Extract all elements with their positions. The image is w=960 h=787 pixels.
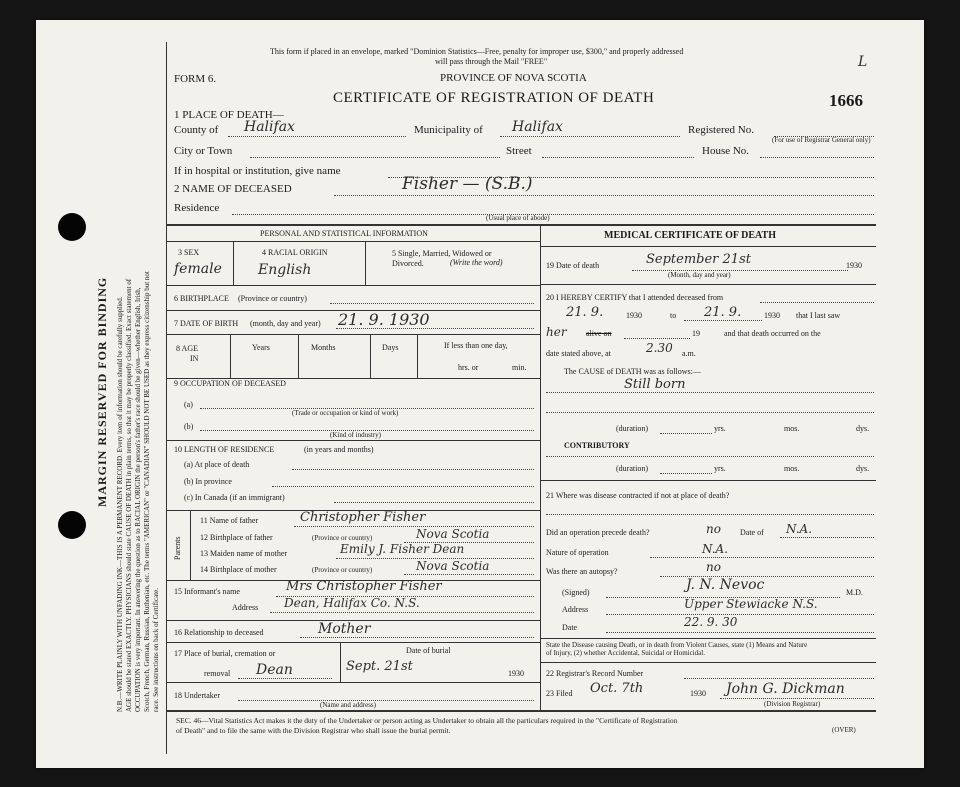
cause-yrs: yrs. (714, 424, 726, 433)
division-registrar-note: (Division Registrar) (764, 700, 821, 708)
residence-line (232, 214, 874, 215)
relationship-label: 16 Relationship to deceased (174, 628, 264, 637)
municipality-label: Municipality of (414, 124, 483, 136)
municipality-value: Halifax (512, 119, 563, 135)
operation-value: no (706, 522, 721, 536)
informant-address-value: Dean, Halifax Co. N.S. (284, 596, 420, 610)
father-name-line (294, 526, 534, 527)
race-divider (365, 241, 366, 285)
house-number-label: House No. (702, 145, 750, 157)
page-title: CERTIFICATE OF REGISTRATION OF DEATH (333, 90, 655, 106)
registrar-number-label: 22 Registrar's Record Number (546, 669, 644, 678)
contributory-yrs: yrs. (714, 464, 726, 473)
margin-instruction-line: N.B.—WRITE PLAINLY WITH UNFADING INK—THIS IS A PERMANENT RECORD. Every item of information should be carefully supplied. (116, 296, 124, 712)
form-left-border (166, 42, 167, 754)
abode-note: (Usual place of abode) (486, 214, 550, 222)
attended-to-year: 1930 (764, 311, 780, 320)
age-divider (417, 334, 418, 378)
corner-mark: L (858, 54, 868, 70)
residence-length-label: 10 LENGTH OF RESIDENCE (174, 445, 275, 454)
burial-divider (340, 642, 341, 682)
cause-duration: (duration) (616, 424, 648, 433)
racial-origin-value: English (258, 262, 312, 278)
residence-b-line (272, 486, 534, 487)
attended-from-year: 1930 (626, 311, 642, 320)
attended-to-line (684, 320, 762, 321)
city-label: City or Town (174, 145, 233, 157)
death-occurred-label: and that death occurred on the (724, 329, 821, 338)
margin-instruction-line: race. See instructions on back of Certificate. (152, 587, 160, 712)
violent-causes-note: State the Disease causing Death, or in death from Violent Causes, state (1) Means and Nature (546, 641, 808, 649)
violent-causes-note-2: of Injury, (2) whether Accidental, Suicidal or Homicidal. (546, 649, 705, 657)
margin-instruction-line: AGE should be stated EXACTLY. PHYSICIANS should state CAUSE OF DEATH in plain terms, so that it may be properly classified. Exact statement of (125, 278, 133, 712)
father-birthplace-value: Nova Scotia (416, 527, 490, 541)
alive-on-line (624, 338, 690, 339)
county-value: Halifax (244, 119, 295, 135)
death-date-label: 19 Date of death (546, 261, 600, 270)
alive-on-struck: alive on (586, 329, 612, 338)
margin-instruction-line: Scotch, French, German, Russian, Ruthenian, etc. The terms "AMERICAN" or "CANADIAN" SHOULD NOT BE USED as they express citizenship but not (143, 271, 151, 712)
residence-label: Residence (174, 202, 220, 214)
informant-address-line (270, 612, 534, 613)
province-title: PROVINCE OF NOVA SCOTIA (440, 72, 587, 84)
burial-place-value: Dean (256, 662, 293, 678)
street-line (542, 157, 694, 158)
contributory-duration: (duration) (616, 464, 648, 473)
operation-date-value: N.A. (786, 522, 813, 536)
sex-divider (233, 241, 234, 285)
registrar-signature-line (720, 698, 874, 699)
signed-label: (Signed) (562, 588, 590, 597)
age-months-label: Months (311, 343, 336, 352)
undertaker-note: (Name and address) (320, 701, 376, 709)
punch-hole-bottom (58, 511, 86, 539)
contributory-line (546, 456, 874, 457)
row-rule (166, 440, 540, 441)
burial-date-label: Date of burial (406, 646, 451, 655)
parents-divider (190, 510, 191, 580)
informant-value: Mrs Christopher Fisher (286, 579, 442, 594)
father-birthplace-label: 12 Birthplace of father (200, 533, 273, 542)
physician-address-line (606, 614, 874, 615)
binding-margin-label: MARGIN RESERVED FOR BINDING (95, 276, 109, 507)
signed-date-label: Date (562, 623, 578, 632)
parents-label: Parents (173, 536, 182, 560)
table-bottom-rule (166, 710, 876, 712)
mother-birthplace-line (404, 574, 534, 575)
mother-birthplace-label: 14 Birthplace of mother (200, 565, 277, 574)
birthplace-label: 6 BIRTHPLACE (174, 294, 229, 303)
sex-label: 3 SEX (178, 248, 200, 257)
certify-line-1 (760, 302, 874, 303)
residence-c: (c) In Canada (if an immigrant) (184, 493, 285, 502)
age-less-than-day: If less than one day, (444, 341, 508, 350)
occupation-label: 9 OCCUPATION OF DECEASED (174, 379, 286, 388)
medical-heading: MEDICAL CERTIFICATE OF DEATH (604, 230, 776, 241)
municipality-line (500, 136, 680, 137)
row-rule (540, 662, 876, 663)
age-label-in: IN (190, 354, 199, 363)
undertaker-line (238, 700, 534, 701)
cause-line-2 (546, 412, 874, 413)
death-time-value: 2.30 (646, 341, 673, 355)
contributory-duration-line (660, 473, 712, 474)
age-min-label: min. (512, 363, 527, 372)
county-label: County of (174, 124, 219, 136)
row-rule (166, 285, 540, 286)
certify-line: 20 I HEREBY CERTIFY that I attended deceased from (546, 293, 724, 302)
age-divider (370, 334, 371, 378)
father-name-label: 11 Name of father (200, 516, 259, 525)
dob-note: (month, day and year) (250, 319, 321, 328)
punch-hole-top (58, 213, 86, 241)
autopsy-label: Was there an autopsy? (546, 567, 618, 576)
filed-label: 23 Filed (546, 689, 573, 698)
residence-a: (a) At place of death (184, 460, 250, 469)
registrar-signature: John G. Dickman (726, 681, 845, 697)
registered-number-label: Registered No. (688, 124, 754, 136)
burial-place-label-2: removal (204, 669, 231, 678)
cause-duration-line (660, 433, 712, 434)
operation-date-label: Date of (740, 528, 764, 537)
death-date-line (632, 270, 848, 271)
father-name-value: Christopher Fisher (300, 510, 426, 525)
footer-note: SEC. 46—Vital Statistics Act makes it the duty of the Undertaker or person acting as Undertaker to obtain all the particulars required in the "Certificate of Registration (176, 716, 678, 725)
alive-on-year: 19 (692, 329, 700, 338)
residence-length-note: (in years and months) (304, 445, 374, 454)
medical-heading-rule (540, 246, 876, 247)
nature-line (650, 557, 874, 558)
age-divider (230, 334, 231, 378)
burial-place-line (238, 678, 332, 679)
occupation-a: (a) (184, 400, 193, 409)
racial-origin-label: 4 RACIAL ORIGIN (262, 248, 328, 257)
age-hours-label: hrs. or (458, 363, 479, 372)
cause-mos: mos. (784, 424, 800, 433)
cause-dys: dys. (856, 424, 870, 433)
relationship-value: Mother (318, 621, 371, 637)
burial-place-label: 17 Place of burial, cremation or (174, 649, 276, 658)
age-days-label: Days (382, 343, 399, 352)
envelope-note: This form if placed in an envelope, marked "Dominion Statistics—Free, penalty for improper use, $300," and properly addressed (270, 47, 684, 56)
age-years-label: Years (252, 343, 270, 352)
undertaker-label: 18 Undertaker (174, 691, 220, 700)
row-rule (166, 682, 540, 683)
relationship-line (300, 637, 534, 638)
sex-value: female (174, 261, 222, 277)
hospital-label: If in hospital or institution, give name (174, 165, 341, 177)
death-time-meridian: a.m. (682, 349, 696, 358)
mother-name-label: 13 Maiden name of mother (200, 549, 288, 558)
place-of-death-heading: 1 PLACE OF DEATH— (174, 109, 284, 121)
dob-value: 21. 9. 1930 (338, 310, 430, 329)
attended-to-label: to (670, 311, 677, 320)
personal-heading: PERSONAL AND STATISTICAL INFORMATION (260, 229, 428, 238)
contracted-line (546, 514, 874, 515)
occupation-b-note: (Kind of industry) (330, 431, 381, 439)
birthplace-line (330, 303, 534, 304)
dob-label: 7 DATE OF BIRTH (174, 319, 239, 328)
death-date-year: 1930 (846, 261, 862, 270)
row-rule (166, 334, 540, 335)
margin-instruction-line: OCCUPATION is very important. In answering the question as to RACIAL ORIGIN the person's father's race should be given—whether English, Irish, (134, 287, 142, 712)
last-saw-label: that I last saw (796, 311, 841, 320)
marital-status-note: (Write the word) (450, 258, 503, 267)
cause-label: The CAUSE of DEATH was as follows:— (564, 367, 701, 376)
physician-address-label: Address (562, 605, 589, 614)
occupation-b: (b) (184, 422, 194, 431)
death-date-note: (Month, day and year) (668, 271, 731, 279)
contracted-label: 21 Where was disease contracted if not at place of death? (546, 491, 730, 500)
filed-date-value: Oct. 7th (590, 681, 644, 696)
attended-from-date: 21. 9. (566, 305, 604, 320)
house-number-line (760, 157, 874, 158)
table-top-rule (166, 224, 876, 226)
city-line (250, 157, 500, 158)
age-divider (298, 334, 299, 378)
row-rule (540, 638, 876, 639)
date-stated-label: date stated above, at (546, 349, 611, 358)
row-rule (540, 480, 876, 481)
physician-address-value: Upper Stewiacke N.S. (684, 597, 818, 611)
deceased-name-line (334, 195, 874, 196)
md-label: M.D. (846, 588, 863, 597)
age-label: 8 AGE (176, 344, 198, 353)
registrar-use-note: (For use of Registrar General only) (772, 136, 871, 144)
contributory-label: CONTRIBUTORY (564, 441, 630, 450)
row-rule (166, 642, 540, 643)
mother-name-value: Emily J. Fisher Dean (340, 542, 465, 556)
county-line (228, 136, 406, 137)
footer-over: (OVER) (832, 726, 856, 734)
certificate-number: 1666 (829, 91, 863, 110)
attended-to-date: 21. 9. (704, 305, 742, 320)
registrar-number-line (684, 678, 874, 679)
row-rule (540, 284, 876, 285)
burial-year: 1930 (508, 669, 524, 678)
nature-label: Nature of operation (546, 548, 609, 557)
birthplace-note: (Province or country) (238, 294, 307, 303)
autopsy-value: no (706, 560, 721, 574)
nature-value: N.A. (702, 542, 729, 556)
signed-date-value: 22. 9. 30 (684, 615, 738, 629)
form-number: FORM 6. (174, 73, 217, 85)
last-saw-pronoun: her (546, 325, 567, 339)
street-label: Street (506, 145, 532, 157)
mother-birthplace-value: Nova Scotia (416, 559, 490, 573)
signed-date-line (606, 632, 874, 633)
filed-year: 1930 (690, 689, 706, 698)
father-birthplace-note: (Province or country) (312, 534, 373, 542)
cause-value: Still born (624, 377, 686, 392)
footer-note-2: of Death" and to file the same with the Division Registrar who shall issue the burial permit. (176, 726, 451, 735)
residence-a-line (292, 469, 534, 470)
residence-c-line (334, 502, 534, 503)
residence-b: (b) In province (184, 477, 232, 486)
death-date-value: September 21st (646, 252, 751, 267)
cause-line-1 (546, 392, 874, 393)
mother-birthplace-note: (Province or country) (312, 566, 373, 574)
deceased-name-value: Fisher — (S.B.) (402, 174, 533, 194)
operation-label: Did an operation precede death? (546, 528, 650, 537)
operation-line (780, 537, 874, 538)
informant-label: 15 Informant's name (174, 587, 240, 596)
envelope-note: will pass through the Mail "FREE" (435, 57, 548, 66)
burial-date-value: Sept. 21st (346, 659, 413, 674)
informant-address-label: Address (232, 603, 259, 612)
physician-signature: J. N. Nevoc (686, 577, 765, 593)
contributory-dys: dys. (856, 464, 870, 473)
contributory-mos: mos. (784, 464, 800, 473)
personal-heading-rule (166, 241, 540, 242)
occupation-a-note: (Trade or occupation or kind of work) (292, 409, 399, 417)
marital-status-label: 5 Single, Married, Widowed or Divorced. (392, 249, 492, 268)
deceased-name-label: 2 NAME OF DECEASED (174, 183, 292, 195)
